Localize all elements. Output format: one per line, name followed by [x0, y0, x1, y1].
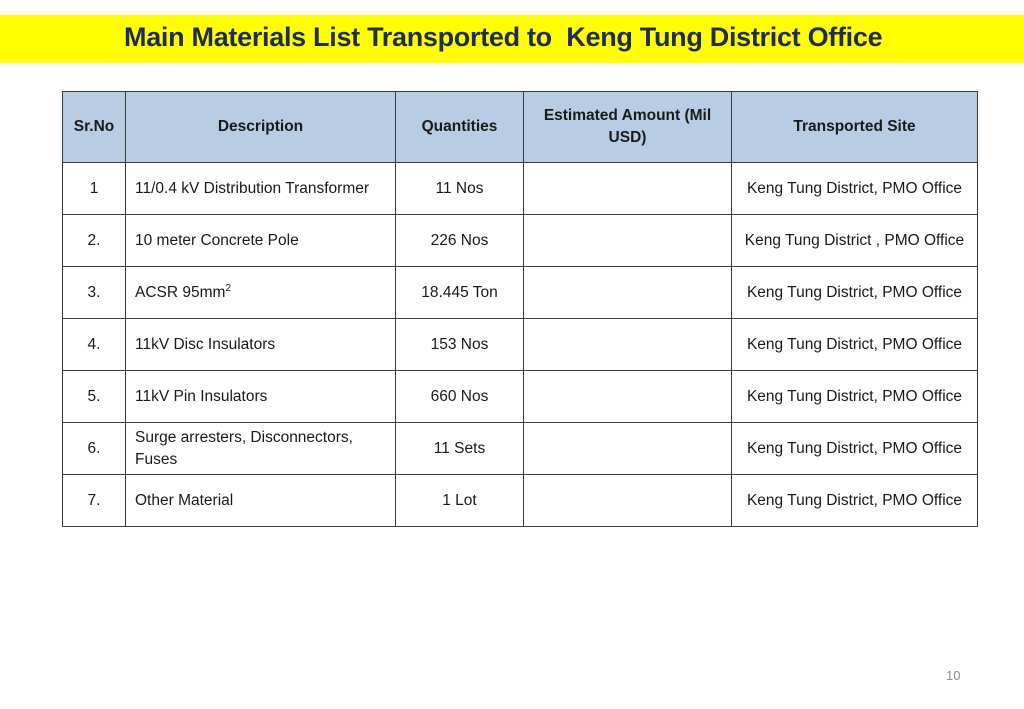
- cell-quantity: 11 Nos: [396, 163, 524, 215]
- cell-estimated-amount: [524, 215, 732, 267]
- cell-quantity: 226 Nos: [396, 215, 524, 267]
- description-text: 10 meter Concrete Pole: [135, 231, 299, 249]
- table-row: [63, 163, 978, 215]
- cell-srno: 1: [63, 163, 126, 215]
- description-text: ACSR 95mm: [135, 283, 226, 301]
- table-row: [63, 371, 978, 423]
- cell-quantity: 153 Nos: [396, 319, 524, 371]
- cell-description: [126, 475, 396, 527]
- table-row: [63, 267, 978, 319]
- cell-description: [126, 215, 396, 267]
- table-body: [63, 163, 978, 527]
- cell-srno: 3.: [63, 267, 126, 319]
- cell-srno: 7.: [63, 475, 126, 527]
- cell-transported-site: Keng Tung District, PMO Office: [732, 371, 978, 423]
- table-header-row: [63, 92, 978, 163]
- cell-estimated-amount: [524, 267, 732, 319]
- header-quantities: Quantities: [396, 92, 524, 163]
- cell-estimated-amount: [524, 423, 732, 475]
- table-row: [63, 319, 978, 371]
- cell-estimated-amount: [524, 319, 732, 371]
- cell-estimated-amount: [524, 371, 732, 423]
- cell-description: [126, 371, 396, 423]
- cell-description: [126, 319, 396, 371]
- cell-transported-site: Keng Tung District, PMO Office: [732, 475, 978, 527]
- cell-srno: 6.: [63, 423, 126, 475]
- table-row: [63, 475, 978, 527]
- cell-srno: 5.: [63, 371, 126, 423]
- cell-description: [126, 267, 396, 319]
- title-bar: [0, 15, 1024, 63]
- cell-transported-site: Keng Tung District, PMO Office: [732, 319, 978, 371]
- cell-description: [126, 423, 396, 475]
- table-row: [63, 423, 978, 475]
- page-number: 10: [946, 668, 961, 683]
- cell-transported-site: Keng Tung District, PMO Office: [732, 423, 978, 475]
- cell-srno: 4.: [63, 319, 126, 371]
- cell-transported-site: Keng Tung District, PMO Office: [732, 267, 978, 319]
- description-text: Other Material: [135, 491, 234, 509]
- header-description: Description: [126, 92, 396, 163]
- description-superscript: 2: [225, 282, 231, 294]
- description-text: Surge arresters, Disconnectors, Fuses: [135, 428, 353, 468]
- cell-quantity: 11 Sets: [396, 423, 524, 475]
- materials-table: [62, 91, 978, 527]
- slide-title: Main Materials List Transported to Keng Tung District Office: [124, 22, 883, 52]
- cell-estimated-amount: [524, 475, 732, 527]
- cell-transported-site: Keng Tung District , PMO Office: [732, 215, 978, 267]
- table-row: [63, 215, 978, 267]
- description-text: 11/0.4 kV Distribution Transformer: [135, 179, 370, 197]
- cell-quantity: 660 Nos: [396, 371, 524, 423]
- cell-description: [126, 163, 396, 215]
- cell-srno: 2.: [63, 215, 126, 267]
- description-text: 11kV Disc Insulators: [135, 335, 276, 353]
- header-transported-site: Transported Site: [732, 92, 978, 163]
- cell-quantity: 1 Lot: [396, 475, 524, 527]
- cell-quantity: 18.445 Ton: [396, 267, 524, 319]
- cell-transported-site: Keng Tung District, PMO Office: [732, 163, 978, 215]
- cell-estimated-amount: [524, 163, 732, 215]
- description-text: 11kV Pin Insulators: [135, 387, 268, 405]
- header-srno: Sr.No: [63, 92, 126, 163]
- header-estimated-amount: Estimated Amount (Mil USD): [524, 92, 732, 163]
